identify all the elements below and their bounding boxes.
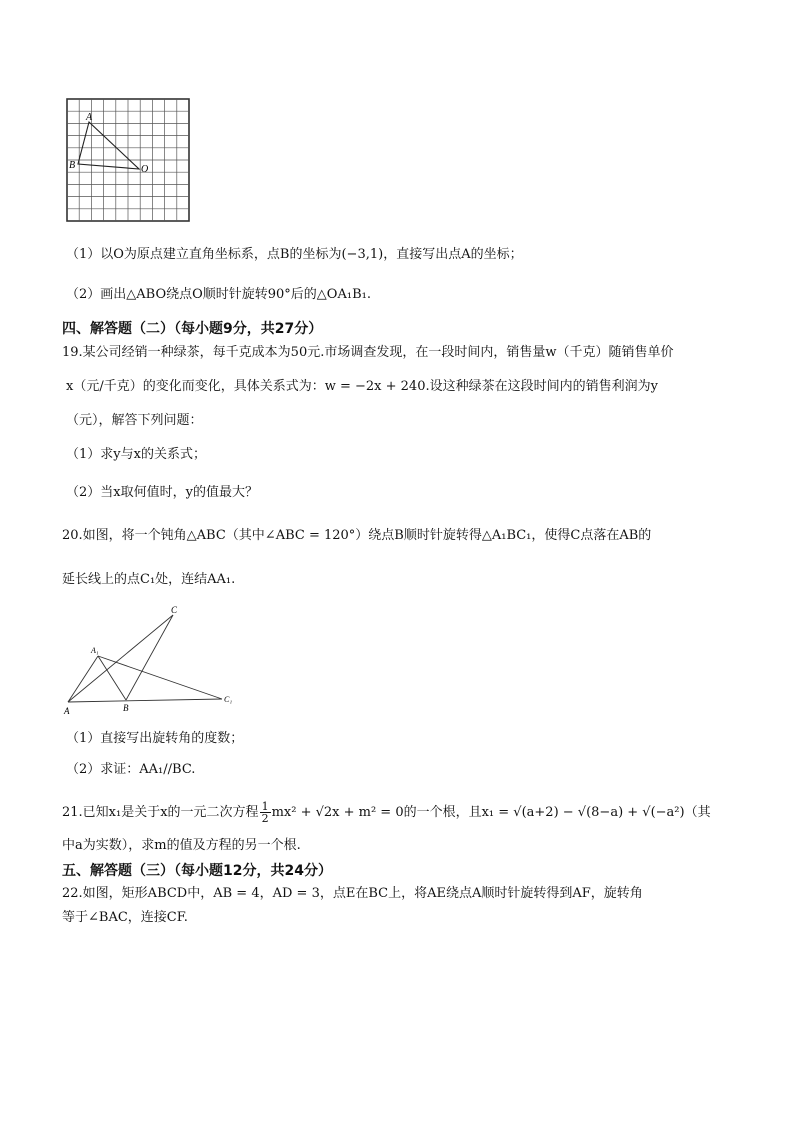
q19-line2: x（元/千克）的变化而变化，具体关系式为：w = −2x + 240.设这种绿茶在这段时间内的销售利润为y: [66, 379, 658, 394]
q20-part1: （1）直接写出旋转角的度数；: [66, 731, 244, 746]
label-a1: A₁: [91, 646, 99, 655]
label-b: B: [123, 703, 129, 713]
label-c: C: [171, 605, 178, 615]
rotation-triangle-figure: [60, 604, 250, 720]
q21-line1-start: 21.已知x₁是关于x的一元二次方程: [62, 805, 259, 820]
q20-line2: 延长线上的点C₁处，连结AA₁.: [62, 572, 236, 587]
q20-part2: （2）求证：AA₁//BC.: [66, 762, 196, 777]
q19-part1: （1）求y与x的关系式；: [66, 447, 206, 462]
label-a: A: [64, 706, 70, 716]
q18-part1: （1）以O为原点建立直角坐标系，点B的坐标为(−3,1)，直接写出点A的坐标；: [66, 247, 523, 262]
q19-part2: （2）当x取何值时，y的值最大？: [66, 485, 258, 500]
grid-label-a: A: [86, 112, 93, 123]
q21-line1-end: mx² + √2x + m² = 0的一个根，且x₁ = √(a+2) − √(8−a) + √(−a²)（其: [271, 805, 711, 820]
fraction-denominator: 2: [261, 812, 269, 825]
q22-line2: 等于∠BAC，连接CF.: [62, 910, 188, 925]
fraction-one-half: [260, 801, 271, 824]
q21-line2: 中a为实数），求m的值及方程的另一个根.: [62, 838, 301, 853]
section-five-heading: 五、解答题（三）（每小题12分，共24分）: [62, 863, 332, 879]
fraction-numerator: 1: [261, 800, 269, 813]
q20-line1: 20.如图，将一个钝角△ABC（其中∠ABC = 120°）绕点B顺时针旋转得△A₁BC₁，使得C点落在AB的: [62, 528, 652, 543]
grid-label-o: O: [141, 164, 149, 175]
section-four-heading: 四、解答题（二）（每小题9分，共27分）: [62, 321, 323, 337]
q21-line1: [62, 801, 711, 824]
coordinate-grid-figure: [64, 96, 192, 224]
grid-label-b: B: [69, 160, 76, 171]
q18-part2: （2）画出△ABO绕点O顺时针旋转90°后的△OA₁B₁.: [66, 287, 371, 302]
q19-line3: （元），解答下列问题：: [66, 413, 203, 428]
q19-line1: 19.某公司经销一种绿茶，每千克成本为50元.市场调查发现，在一段时间内，销售量w（千克）随销售单价: [62, 345, 674, 360]
q22-line1: 22.如图，矩形ABCD中，AB = 4，AD = 3，点E在BC上，将AE绕点A顺时针旋转得到AF，旋转角: [62, 886, 643, 901]
label-c1: C₁: [224, 695, 233, 704]
